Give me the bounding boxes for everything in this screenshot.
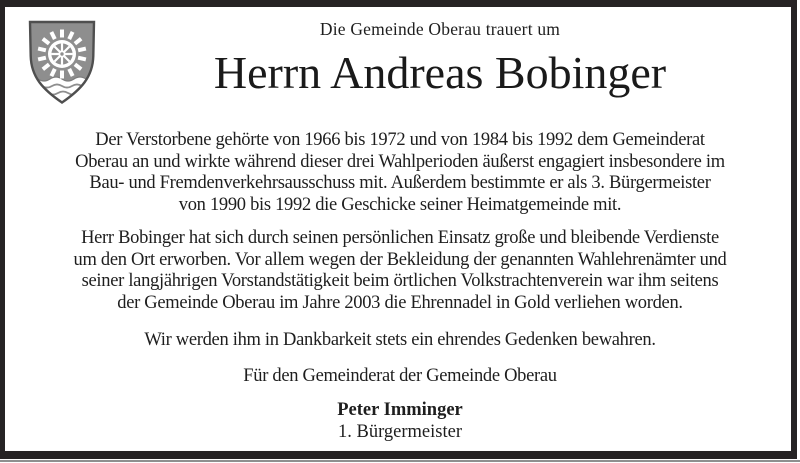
text-line: Bau- und Fremdenverkehrsausschuss mit. Außerdem bestimmte er als 3. Bürgermeister [89, 173, 711, 194]
signature-organization: Für den Gemeinderat der Gemeinde Oberau [243, 366, 557, 386]
remembrance-line: Wir werden ihm in Dankbarkeit stets ein ehrendes Gedenken bewahren. [144, 330, 656, 350]
text-line: Der Verstorbene gehörte von 1966 bis 1972 und von 1984 bis 1992 dem Gemeinderat [95, 130, 705, 150]
wheel-icon [48, 40, 76, 68]
text-line: von 1990 bis 1992 die Geschicke seiner Heimatgemeinde mit. [178, 194, 622, 215]
scan-artifact-strip [0, 460, 800, 462]
signature-name: Peter Imminger [337, 400, 463, 420]
deceased-name-heading: Herrn Andreas Bobinger [213, 47, 667, 98]
text-line: seiner langjährigen Vorstandstätigkeit beim örtlichen Volkstrachtenverein war ihm seitens [81, 271, 719, 292]
text-line: um den Ort erworben. Vor allem wegen der Bekleidung der genannten Wahlehrenämter und [73, 249, 727, 270]
signature-role: 1. Bürgermeister [338, 422, 462, 442]
paragraph-merits [8, 228, 792, 314]
text-line: Oberau an und wirkte während dieser drei Wahlperioden äußerst engagiert insbesondere im [75, 151, 725, 172]
text-line: der Gemeinde Oberau im Jahre 2003 die Ehrennadel in Gold verliehen worden. [117, 292, 683, 313]
paragraph-council-service [8, 130, 792, 216]
intro-line: Die Gemeinde Oberau trauert um [319, 19, 561, 39]
text-line: Herr Bobinger hat sich durch seinen persönlichen Einsatz große und bleibende Verdienste [81, 228, 719, 248]
